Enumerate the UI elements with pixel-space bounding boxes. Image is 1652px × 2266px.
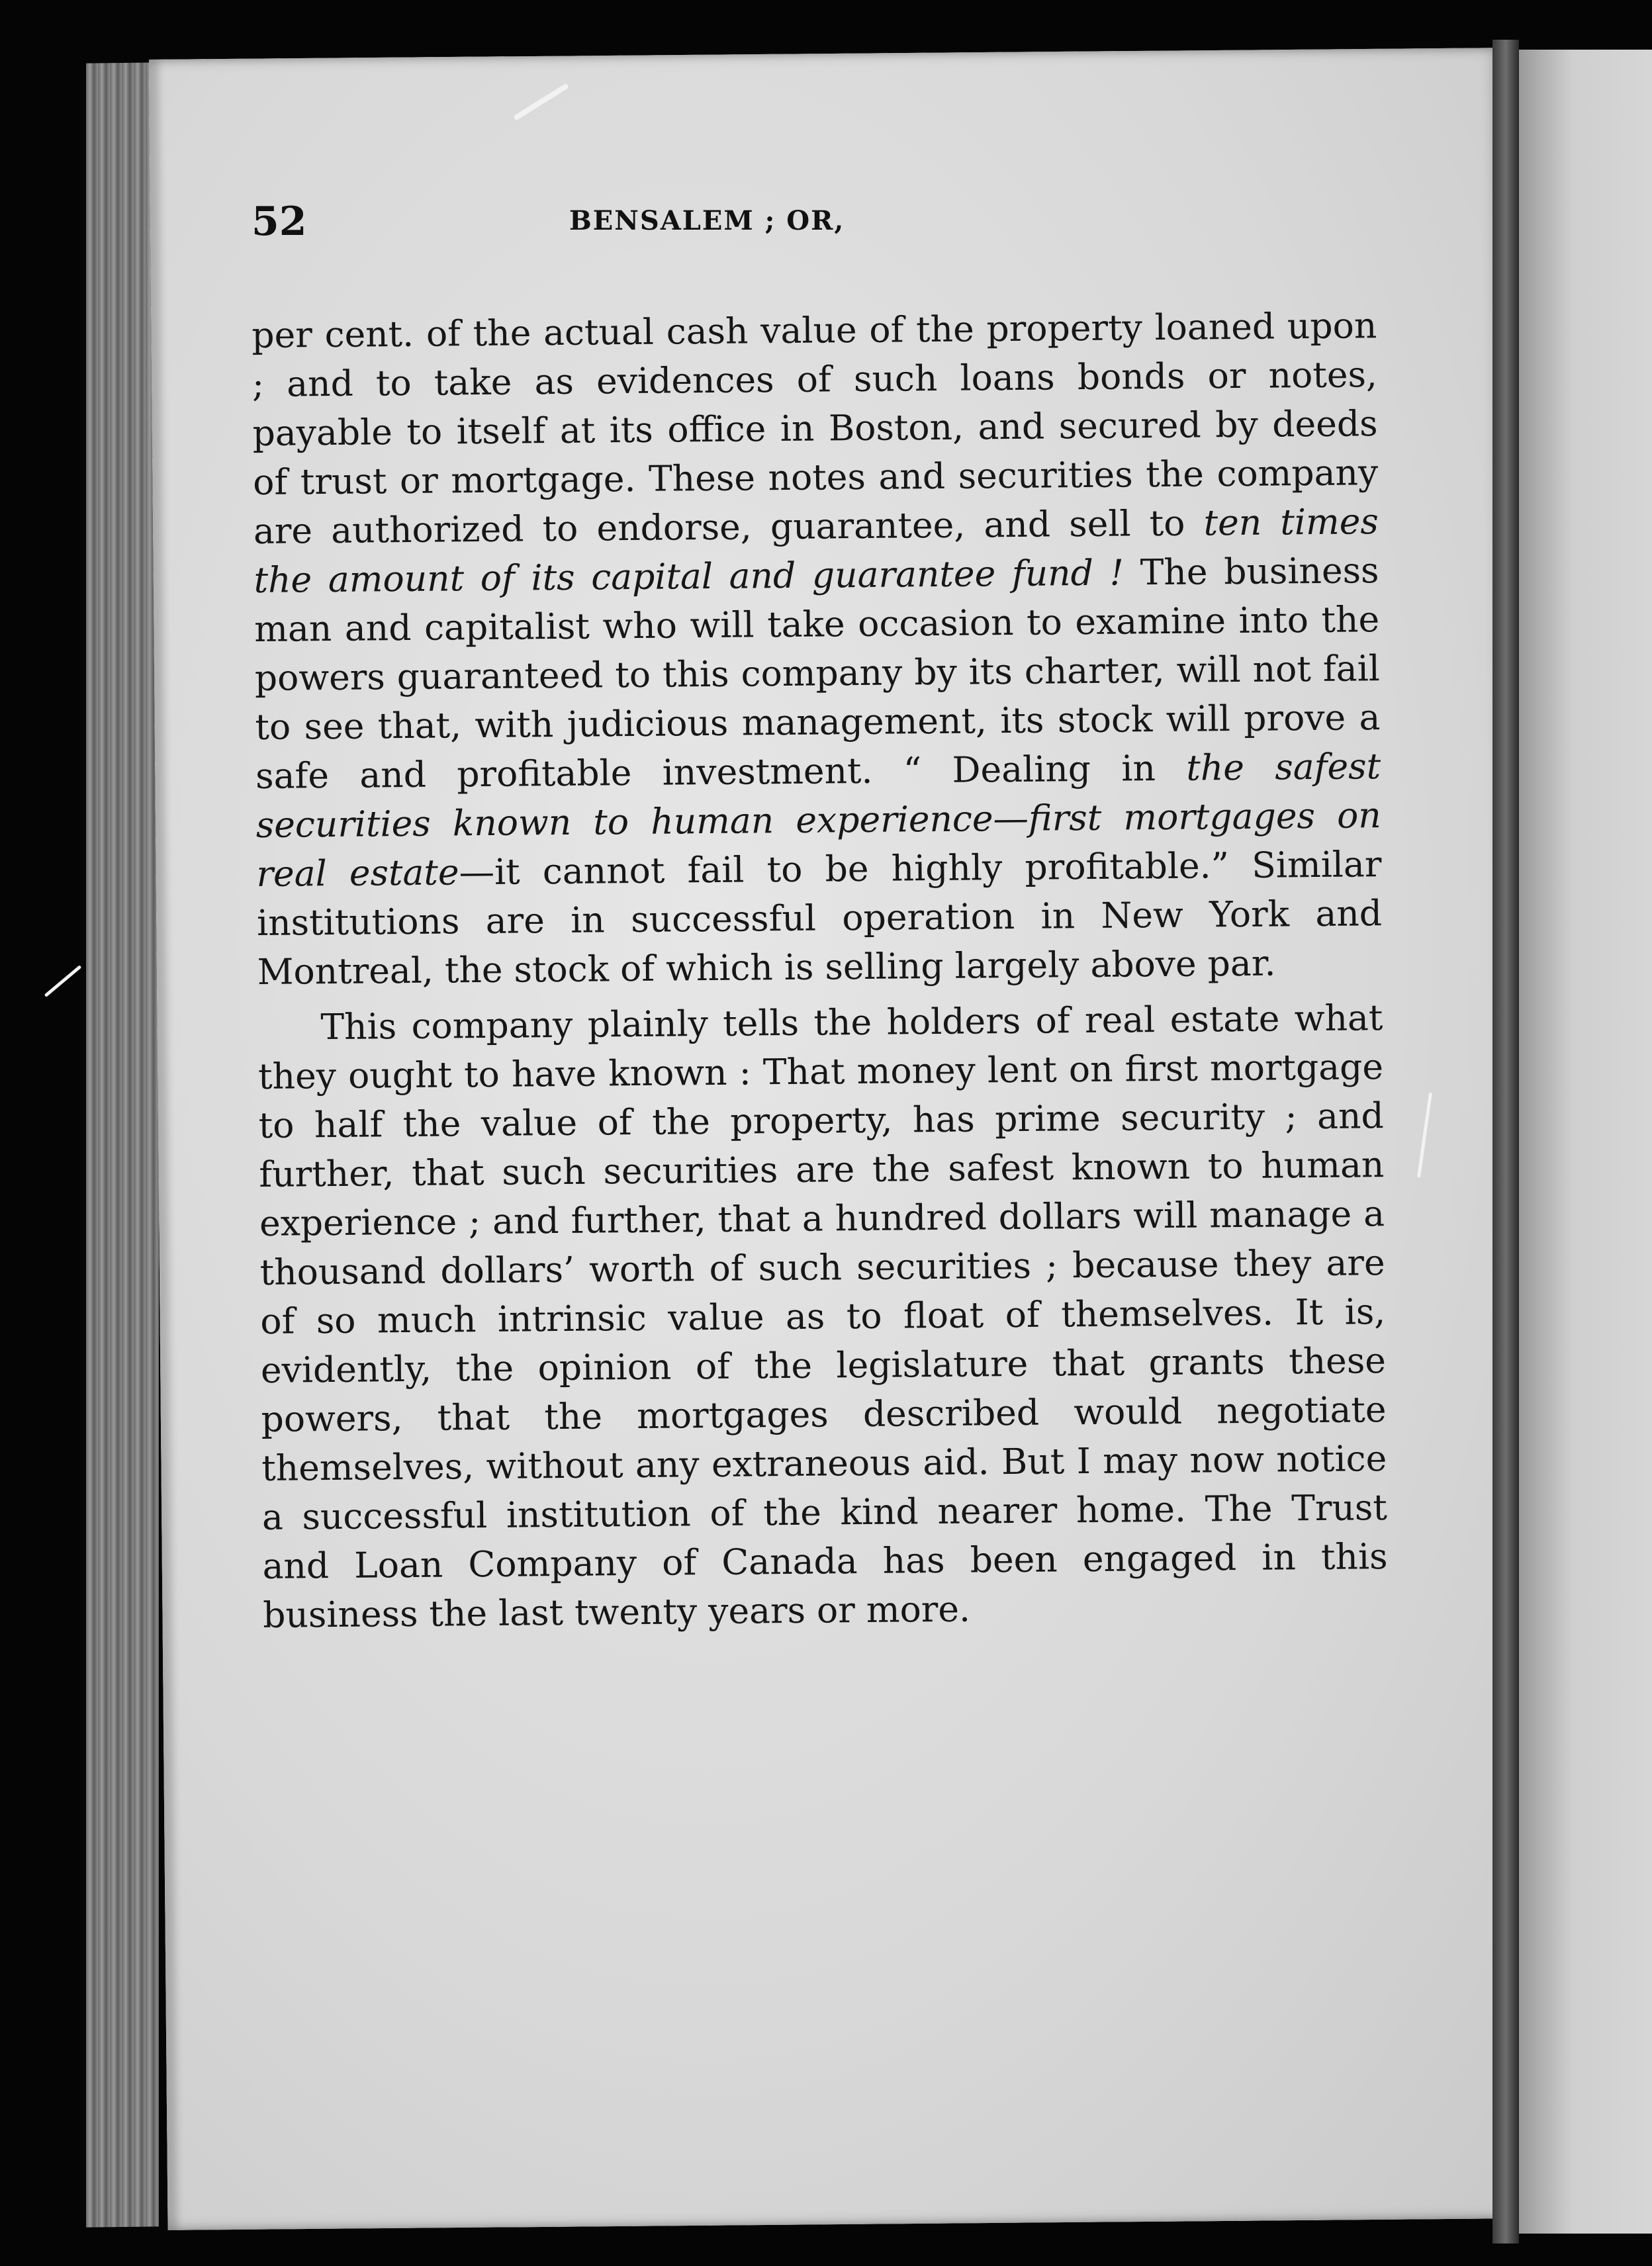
text-run: The business man and capitalist who will take occasion to examine into the powers guaranteed to this company by its charter, will not fail to see that, with judicious management, its stock will prove a safe and profitable investment. “ Dealing in: [253, 549, 1381, 797]
text-run: per cent. of the actual cash value of the property loaned upon ; and to take as evidences of such loans bonds or notes, payable to itself at its office in Boston, and secured by deeds of trust or mortgage. These notes and securities the company are authorized to endorse, guarantee, and sell to: [252, 304, 1379, 552]
italic-text-run: ten times the amount of its capital and guarantee fund !: [253, 500, 1379, 601]
scan-scratch-mark: [44, 965, 82, 997]
paragraph-2: This company plainly tells the holders of real estate what they ought to have known : That money lent on first mortgage to half the value of the property, has prime security ; and further, that such securities are the safest known to human experience ; and further, that a hundred dollars will manage a thousand dollars’ worth of such securities ; because they are of so much intrinsic value as to float of themselves. It is, evidently, the opinion of the legislature that grants these powers, that the mortgages described would negotiate themselves, without any extraneous aid. But I may now notice a successful institution of the kind nearer home. The Trust and Loan Company of Canada has been engaged in this business the last twenty years or more.: [257, 997, 1388, 1636]
text-run: —it cannot fail to be highly profitable.” Similar institutions are in successful operation in New York and Montreal, the stock of which is selling largely above par.: [256, 843, 1383, 993]
facing-page-edge: [1519, 50, 1652, 2234]
page-header: [252, 199, 1377, 271]
running-head: BENSALEM ; OR,: [569, 205, 845, 236]
page-stack-edge: [86, 62, 159, 2227]
body-text: [252, 301, 1388, 1640]
page-number: 52: [252, 199, 307, 245]
book-gutter: [1492, 40, 1519, 2243]
italic-text-run: the safest securities known to human experience—first mortgages on real estate: [255, 745, 1381, 895]
paragraph-1: [252, 301, 1383, 997]
